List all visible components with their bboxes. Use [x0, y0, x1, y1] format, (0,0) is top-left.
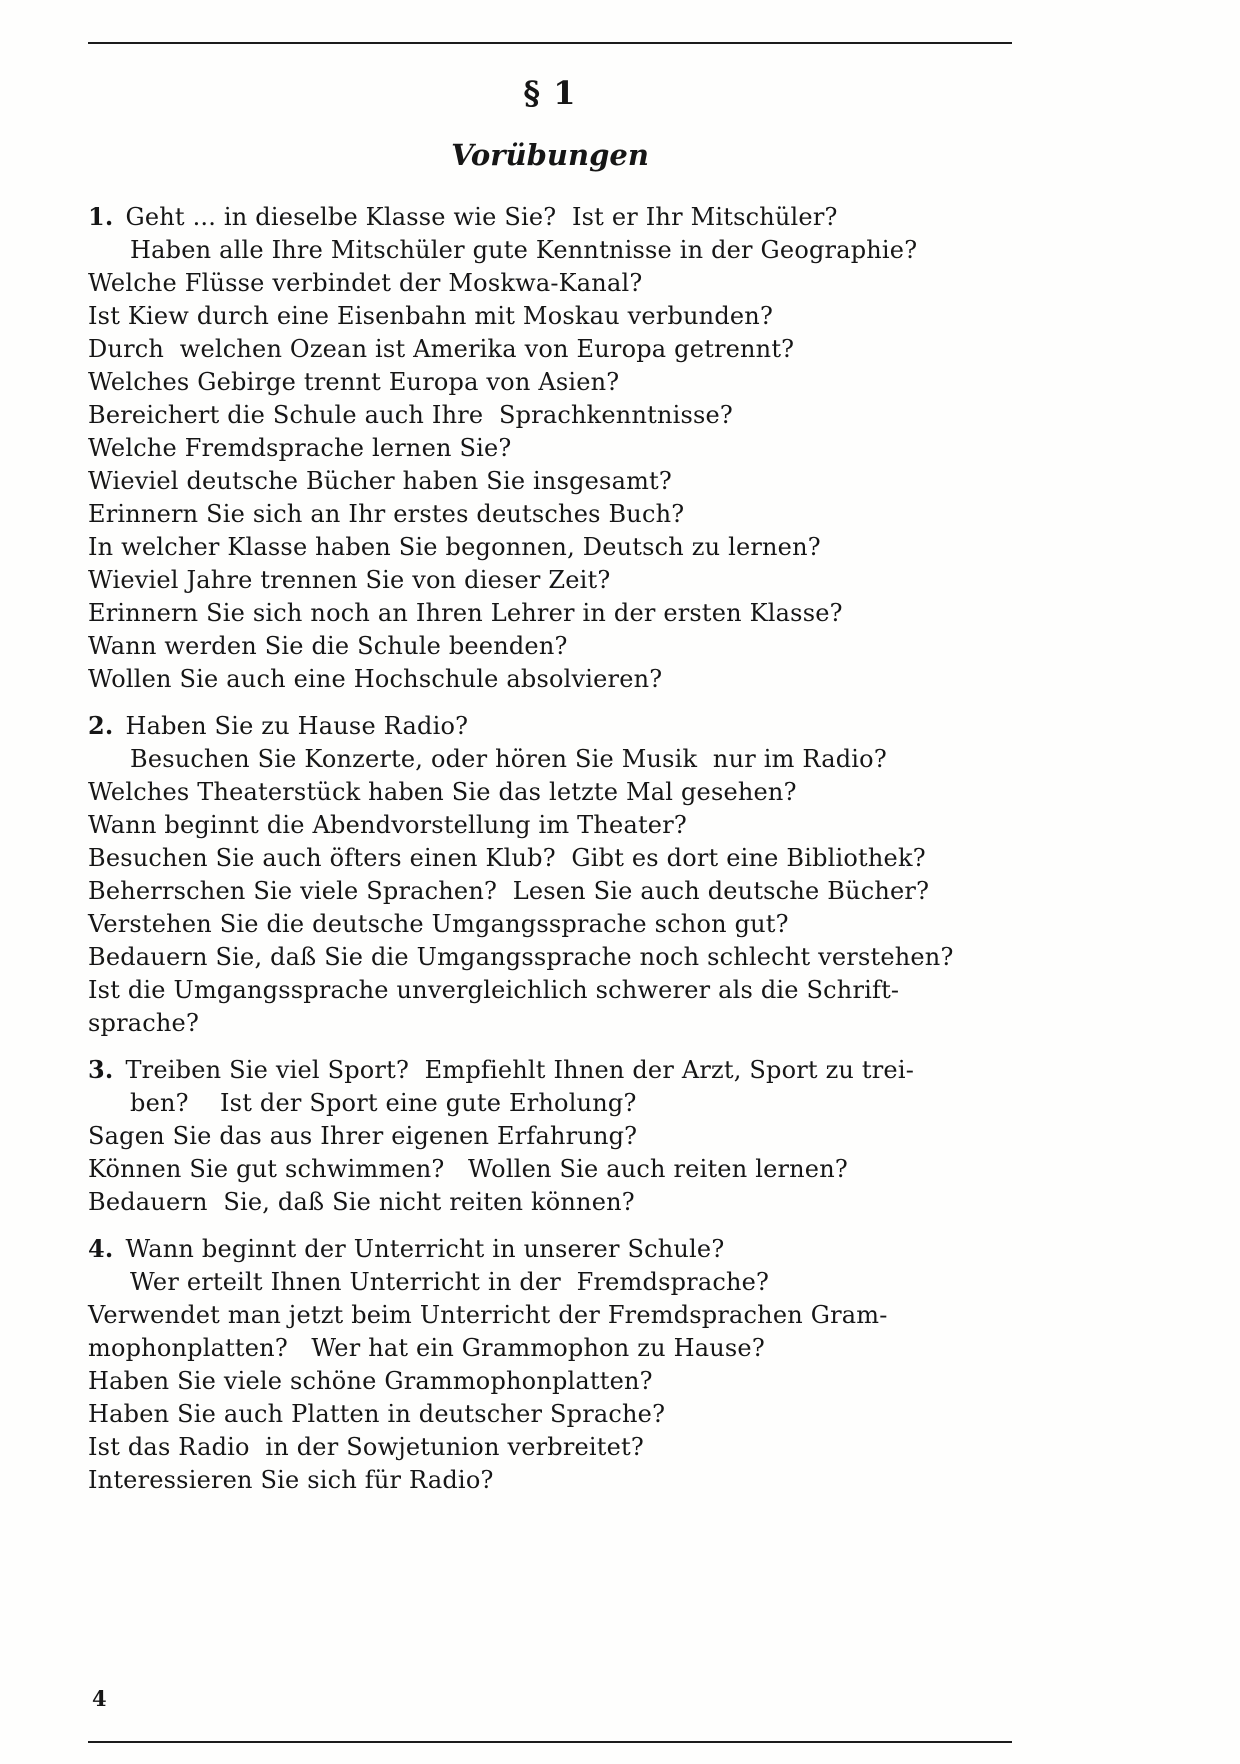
text-line: Verstehen Sie die deutsche Umgangssprache schon gut?: [88, 910, 789, 938]
text-line: Bedauern Sie, daß Sie die Umgangssprache noch schlecht verstehen?: [88, 943, 954, 971]
text-line: Verwendet man jetzt beim Unterricht der Fremdsprachen Gram-: [88, 1301, 888, 1329]
text-line: [88, 709, 1012, 743]
text-line: Beherrschen Sie viele Sprachen? Lesen Sie auch deutsche Bücher?: [88, 877, 930, 905]
page-content: [88, 44, 1012, 1497]
bottom-rule: [88, 1741, 1012, 1743]
text-line: [88, 200, 1012, 234]
text-line: Wann werden Sie die Schule beenden?: [88, 632, 568, 660]
text-line: In welcher Klasse haben Sie begonnen, Deutsch zu lernen?: [88, 533, 821, 561]
page-number: 4: [92, 1686, 107, 1711]
line-text: Wann beginnt der Unterricht in unserer Schule?: [125, 1235, 725, 1263]
exercise-sections: [88, 200, 1012, 1497]
text-line: Wer erteilt Ihnen Unterricht in der Fremdsprache?: [130, 1268, 770, 1296]
item-number: 2.: [88, 711, 114, 740]
section-heading: § 1: [523, 74, 577, 112]
text-line: Wieviel Jahre trennen Sie von dieser Zeit?: [88, 566, 611, 594]
text-line: Haben Sie auch Platten in deutscher Sprache?: [88, 1400, 666, 1428]
text-line: Welche Fremdsprache lernen Sie?: [88, 434, 512, 462]
text-line: Welches Gebirge trennt Europa von Asien?: [88, 368, 620, 396]
exercise-section: [88, 200, 1012, 696]
text-line: Sagen Sie das aus Ihrer eigenen Erfahrung?: [88, 1122, 638, 1150]
text-line: Bereichert die Schule auch Ihre Sprachkenntnisse?: [88, 401, 734, 429]
page-title: Vorübungen: [451, 138, 649, 172]
text-line: Haben alle Ihre Mitschüler gute Kenntnisse in der Geographie?: [130, 236, 918, 264]
exercise-section: [88, 1053, 1012, 1219]
text-line: Ist Kiew durch eine Eisenbahn mit Moskau verbunden?: [88, 302, 774, 330]
text-line: Wollen Sie auch eine Hochschule absolvieren?: [88, 665, 663, 693]
text-line: Interessieren Sie sich für Radio?: [88, 1466, 494, 1494]
text-line: Welche Flüsse verbindet der Moskwa-Kanal?: [88, 269, 643, 297]
text-line: mophonplatten? Wer hat ein Grammophon zu Hause?: [88, 1334, 765, 1362]
line-text: Treiben Sie viel Sport? Empfiehlt Ihnen der Arzt, Sport zu trei-: [125, 1056, 915, 1084]
item-number: 3.: [88, 1055, 114, 1084]
text-line: Wieviel deutsche Bücher haben Sie insgesamt?: [88, 467, 672, 495]
text-line: Ist das Radio in der Sowjetunion verbreitet?: [88, 1433, 644, 1461]
text-line: Können Sie gut schwimmen? Wollen Sie auch reiten lernen?: [88, 1155, 848, 1183]
text-line: Ist die Umgangssprache unvergleichlich schwerer als die Schrift-: [88, 976, 900, 1004]
line-text: Geht ... in dieselbe Klasse wie Sie? Ist er Ihr Mitschüler?: [125, 203, 838, 231]
text-line: Wann beginnt die Abendvorstellung im Theater?: [88, 811, 687, 839]
text-line: Bedauern Sie, daß Sie nicht reiten können?: [88, 1188, 635, 1216]
text-line: [88, 1232, 1012, 1266]
text-line: Besuchen Sie auch öfters einen Klub? Gibt es dort eine Bibliothek?: [88, 844, 926, 872]
text-line: [88, 1053, 1012, 1087]
text-line: Haben Sie viele schöne Grammophonplatten?: [88, 1367, 653, 1395]
text-line: Erinnern Sie sich noch an Ihren Lehrer in der ersten Klasse?: [88, 599, 843, 627]
item-number: 1.: [88, 202, 114, 231]
text-line: Erinnern Sie sich an Ihr erstes deutsches Buch?: [88, 500, 685, 528]
text-line: Durch welchen Ozean ist Amerika von Europa getrennt?: [88, 335, 795, 363]
exercise-section: [88, 1232, 1012, 1497]
text-line: Welches Theaterstück haben Sie das letzte Mal gesehen?: [88, 778, 797, 806]
exercise-section: [88, 709, 1012, 1040]
text-line: sprache?: [88, 1009, 200, 1037]
item-number: 4.: [88, 1234, 114, 1263]
line-text: Haben Sie zu Hause Radio?: [125, 712, 469, 740]
text-line: ben? Ist der Sport eine gute Erholung?: [130, 1089, 637, 1117]
text-line: Besuchen Sie Konzerte, oder hören Sie Musik nur im Radio?: [130, 745, 887, 773]
